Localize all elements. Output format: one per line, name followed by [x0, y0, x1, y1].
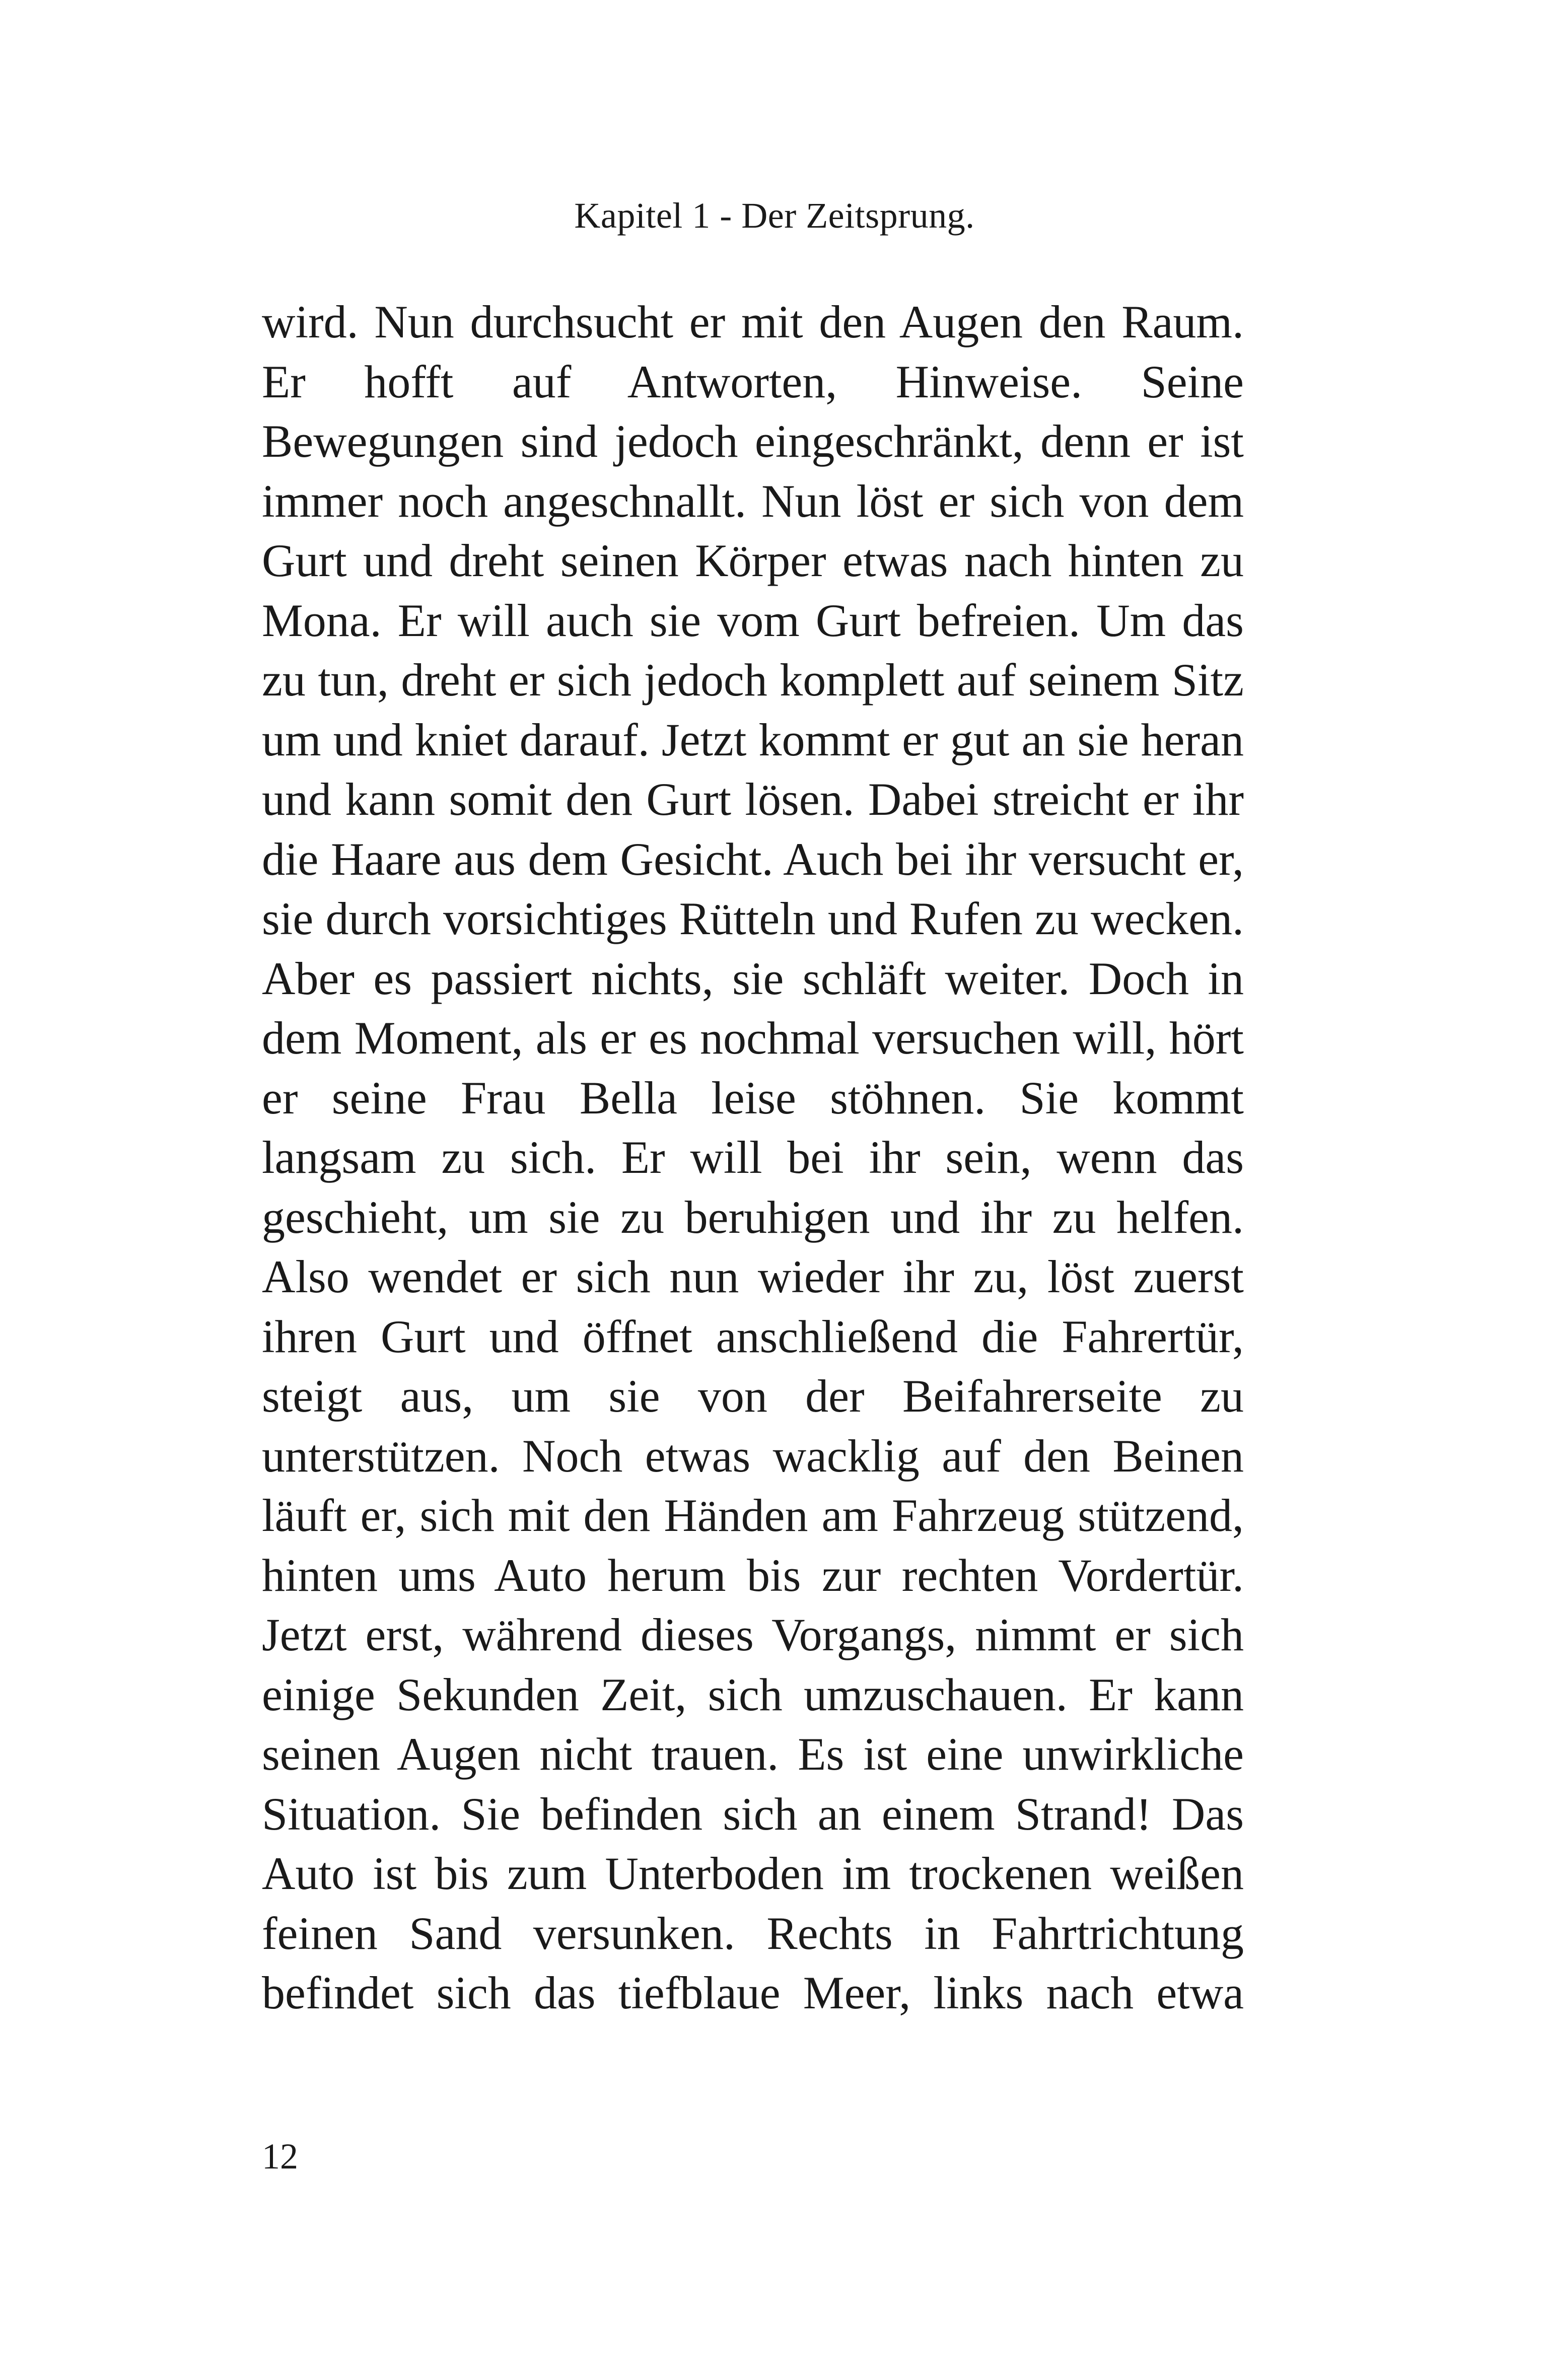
text-line: seinen Augen nicht trauen. Es ist eine unwirkliche [262, 1728, 1244, 1780]
text-line: Gurt und dreht seinen Körper etwas nach hinten zu [262, 535, 1244, 586]
text-line: hinten ums Auto herum bis zur rechten Vordertür. [262, 1549, 1244, 1601]
text-line: geschieht, um sie zu beruhigen und ihr zu helfen. [262, 1191, 1244, 1243]
text-line: er seine Frau Bella leise stöhnen. Sie kommt [262, 1072, 1244, 1124]
text-line: befindet sich das tiefblaue Meer, links nach etwa [262, 1967, 1244, 2018]
text-line: wird. Nun durchsucht er mit den Augen den Raum. [262, 296, 1244, 347]
text-line: Mona. Er will auch sie vom Gurt befreien. Um das [262, 594, 1244, 646]
text-line: dem Moment, als er es nochmal versuchen will, hört [262, 1012, 1244, 1064]
text-line: ihren Gurt und öffnet anschließend die Fahrertür, [262, 1310, 1244, 1362]
text-line: einige Sekunden Zeit, sich umzuschauen. Er kann [262, 1668, 1244, 1720]
body-text [262, 292, 1244, 2023]
text-line: Situation. Sie befinden sich an einem Strand! Das [262, 1788, 1244, 1840]
text-line: sie durch vorsichtiges Rütteln und Rufen zu wecken. [262, 893, 1244, 944]
text-line: die Haare aus dem Gesicht. Auch bei ihr versucht er, [262, 833, 1244, 885]
running-header: Kapitel 1 - Der Zeitsprung. [574, 195, 975, 236]
text-line: Also wendet er sich nun wieder ihr zu, löst zuerst [262, 1251, 1244, 1302]
text-line: zu tun, dreht er sich jedoch komplett auf seinem Sitz [262, 654, 1244, 706]
text-line: Jetzt erst, während dieses Vorgangs, nimmt er sich [262, 1609, 1244, 1660]
page-number: 12 [262, 2136, 298, 2177]
text-line: immer noch angeschnallt. Nun löst er sich von dem [262, 475, 1244, 527]
text-line: Bewegungen sind jedoch eingeschränkt, denn er ist [262, 415, 1244, 467]
text-line: Er hofft auf Antworten, Hinweise. Seine [262, 356, 1244, 407]
text-line: feinen Sand versunken. Rechts in Fahrtrichtung [262, 1907, 1244, 1959]
text-line: unterstützen. Noch etwas wacklig auf den Beinen [262, 1430, 1244, 1482]
text-line: steigt aus, um sie von der Beifahrerseite zu [262, 1370, 1244, 1422]
text-line: um und kniet darauf. Jetzt kommt er gut an sie heran [262, 714, 1244, 765]
text-line: läuft er, sich mit den Händen am Fahrzeug stützend, [262, 1490, 1244, 1541]
text-line: Auto ist bis zum Unterboden im trockenen weißen [262, 1848, 1244, 1899]
text-line: und kann somit den Gurt lösen. Dabei streicht er ihr [262, 774, 1244, 825]
text-line: langsam zu sich. Er will bei ihr sein, wenn das [262, 1132, 1244, 1183]
text-line: Aber es passiert nichts, sie schläft weiter. Doch in [262, 952, 1244, 1004]
